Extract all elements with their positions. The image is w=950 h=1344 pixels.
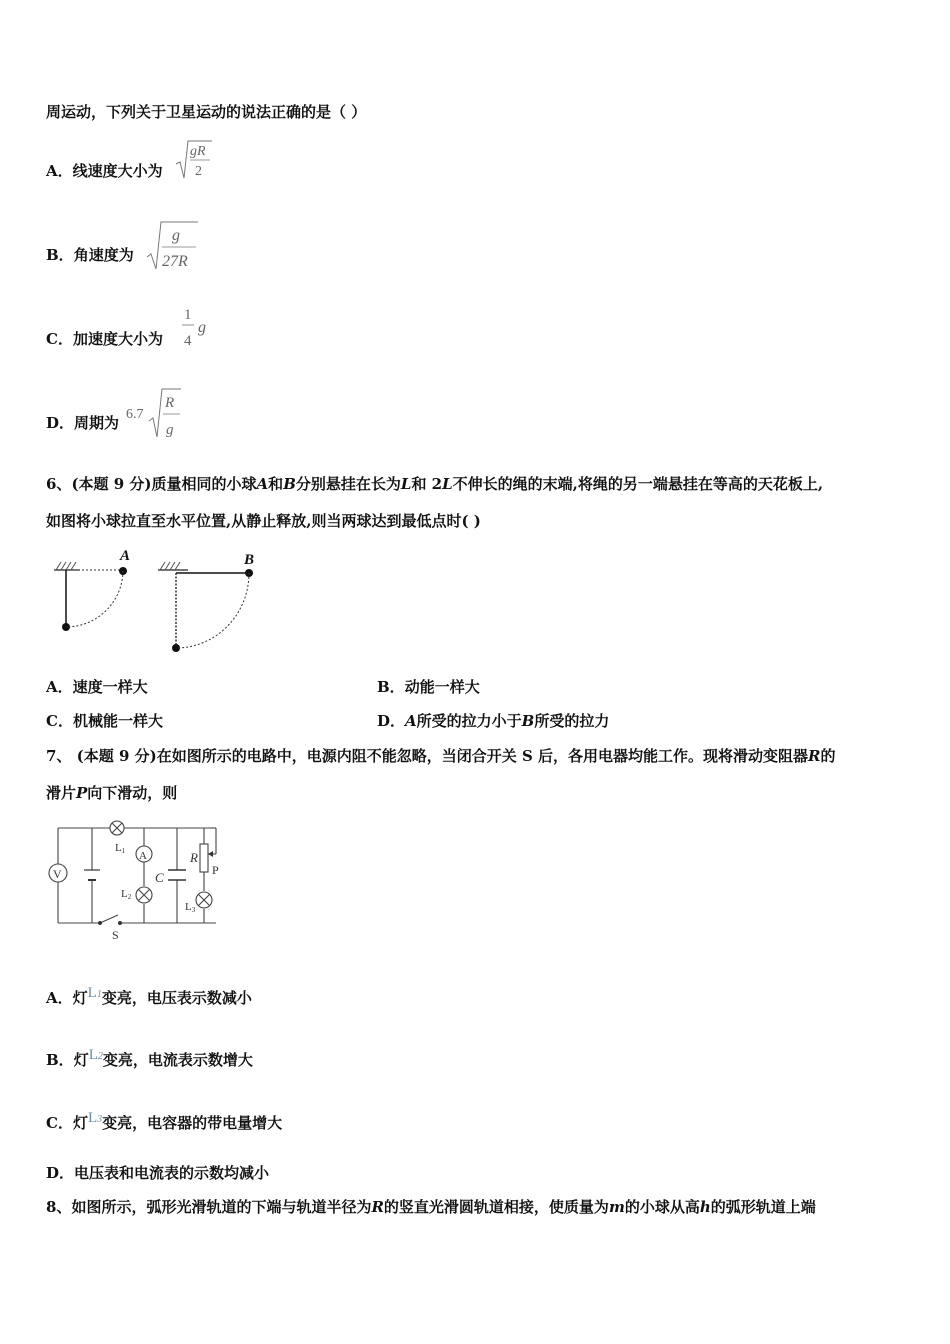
sqrt-denominator: 2 xyxy=(195,164,202,179)
rheostat-label: R xyxy=(190,850,198,865)
voltmeter-label: V xyxy=(53,867,62,881)
question-number: 6、 xyxy=(46,475,72,493)
stem-text: 向下滑动，则 xyxy=(87,784,178,802)
stem-text: 的 xyxy=(820,747,836,765)
var-a: A xyxy=(405,712,417,730)
option-text: 加速度大小为 xyxy=(72,330,163,348)
q5-option-b[interactable] xyxy=(46,245,134,265)
stem-text: 不伸长的绳的末端,将绳的另一端悬挂在等高的天花板上, xyxy=(452,475,824,493)
lamp-symbol xyxy=(88,985,102,1001)
q5-option-c[interactable] xyxy=(46,329,163,349)
option-text: 所受的拉力小于 xyxy=(416,712,522,730)
q5-d-sqrt-expression xyxy=(125,385,185,443)
var-l: L xyxy=(400,475,412,493)
question-points: (本题 9 分) xyxy=(71,475,152,493)
q6-stem-line1 xyxy=(46,474,823,494)
lamp-subscript: 2 xyxy=(97,1051,103,1062)
q7-option-a[interactable] xyxy=(46,985,252,1011)
question-number: 8、 xyxy=(46,1198,72,1216)
q5-b-sqrt-expression xyxy=(146,219,200,273)
sqrt-numerator: g xyxy=(172,227,180,244)
sqrt-numerator: R xyxy=(165,395,175,411)
option-label: D． xyxy=(377,712,406,730)
l2-label: L2 xyxy=(121,888,132,901)
l3-label: L3 xyxy=(185,901,196,914)
q7-option-c[interactable] xyxy=(46,1110,283,1136)
option-text: 所受的拉力 xyxy=(534,712,610,730)
option-label: B． xyxy=(46,246,74,264)
switch-label: S xyxy=(112,928,119,942)
option-text: 变亮，电容器的带电量增大 xyxy=(102,1114,283,1132)
stem-text: 分别悬挂在长为 xyxy=(295,475,401,493)
option-label: A． xyxy=(46,678,73,696)
ammeter-label: A xyxy=(139,850,147,862)
q7-option-b[interactable] xyxy=(46,1047,253,1073)
var-p: P xyxy=(76,784,88,802)
q6-option-b[interactable] xyxy=(377,677,480,697)
option-label: C． xyxy=(46,1114,73,1132)
q6-option-a[interactable] xyxy=(46,677,148,697)
q6-option-c[interactable] xyxy=(46,711,163,731)
lamp-letter: L xyxy=(87,985,97,1001)
stem-text: 和 2 xyxy=(411,475,443,493)
stem-text: 的小球从高 xyxy=(624,1198,700,1216)
question-points: (本题 9 分) xyxy=(71,747,157,765)
stem-text: 滑片 xyxy=(46,784,77,802)
lamp-letter: L xyxy=(87,1110,98,1126)
option-label: A． xyxy=(46,162,73,180)
option-text: 变亮，电流表示数增大 xyxy=(102,1051,253,1069)
option-label: B． xyxy=(46,1051,74,1069)
var-h: h xyxy=(699,1198,711,1216)
var-m: m xyxy=(608,1198,625,1216)
lamp-symbol xyxy=(89,1047,103,1063)
lamp-letter: L xyxy=(88,1047,98,1063)
lamp-symbol xyxy=(88,1110,102,1126)
option-text: 灯 xyxy=(73,1051,89,1069)
var-a: A xyxy=(256,475,269,493)
q5-stem-tail: 周运动，下列关于卫星运动的说法正确的是（ ） xyxy=(46,103,367,121)
q7-option-d[interactable] xyxy=(46,1163,269,1183)
var-r: R xyxy=(371,1198,384,1216)
q7-circuit-diagram xyxy=(44,818,229,943)
q6-option-d[interactable] xyxy=(377,711,609,731)
option-text: 电压表和电流表的示数均减小 xyxy=(74,1164,270,1182)
option-text: 变亮，电压表示数减小 xyxy=(101,989,252,1007)
l1-label: L1 xyxy=(115,842,126,855)
q7-stem-line1 xyxy=(46,746,836,766)
option-label: D． xyxy=(46,1164,75,1182)
option-text: 速度一样大 xyxy=(72,678,148,696)
option-label: C． xyxy=(46,330,73,348)
sqrt-denominator: g xyxy=(166,422,174,438)
lamp-subscript: 3 xyxy=(97,1114,103,1125)
option-text: 机械能一样大 xyxy=(72,712,163,730)
var-b: B xyxy=(521,712,535,730)
question-number: 7、 xyxy=(46,747,72,765)
slider-label: P xyxy=(212,863,219,877)
lamp-subscript: 1 xyxy=(96,989,102,1000)
q6-pendulum-figure xyxy=(46,545,276,660)
fraction-numerator: 1 xyxy=(184,307,192,323)
option-label: B． xyxy=(377,678,405,696)
sqrt-numerator: gR xyxy=(190,144,206,159)
stem-text: 和 xyxy=(268,475,284,493)
option-label: A． xyxy=(46,989,73,1007)
var-l: L xyxy=(442,475,453,493)
option-text: 周期为 xyxy=(74,414,120,432)
label-b: B xyxy=(244,552,255,568)
var-b: B xyxy=(283,475,296,493)
q6-stem-line2: 如图将小球拉直至水平位置,从静止释放,则当两球达到最低点时( ) xyxy=(46,512,481,530)
sqrt-denominator: 27R xyxy=(162,253,188,270)
q7-stem-line2 xyxy=(46,783,177,803)
option-text: 线速度大小为 xyxy=(72,162,163,180)
option-label: C． xyxy=(46,712,73,730)
q5-c-fraction-expression xyxy=(180,303,214,351)
q5-option-a[interactable] xyxy=(46,161,163,181)
option-text: 灯 xyxy=(72,989,88,1007)
stem-text: 如图所示，弧形光滑轨道的下端与轨道半径为 xyxy=(71,1198,372,1216)
option-text: 灯 xyxy=(72,1114,88,1132)
stem-text: 的竖直光滑圆轨道相接，使质量为 xyxy=(383,1198,609,1216)
q5-a-sqrt-expression xyxy=(174,138,214,182)
capacitor-label: C xyxy=(155,870,164,885)
stem-text: 的弧形轨道上端 xyxy=(710,1198,816,1216)
variable: g xyxy=(198,319,206,336)
option-text: 动能一样大 xyxy=(404,678,480,696)
label-a: A xyxy=(120,548,131,564)
q8-stem-line1 xyxy=(46,1197,816,1217)
option-text: 角速度为 xyxy=(73,246,134,264)
stem-text: 质量相同的小球 xyxy=(151,475,257,493)
var-r: R xyxy=(808,747,821,765)
coefficient: 6.7 xyxy=(126,407,144,422)
q5-option-d[interactable] xyxy=(46,413,119,433)
stem-text: 在如图所示的电路中，电源内阻不能忽略，当闭合开关 S 后，各用电器均能工作。现将滑动变阻器 xyxy=(156,747,809,765)
fraction-denominator: 4 xyxy=(184,333,192,349)
option-label: D． xyxy=(46,414,75,432)
